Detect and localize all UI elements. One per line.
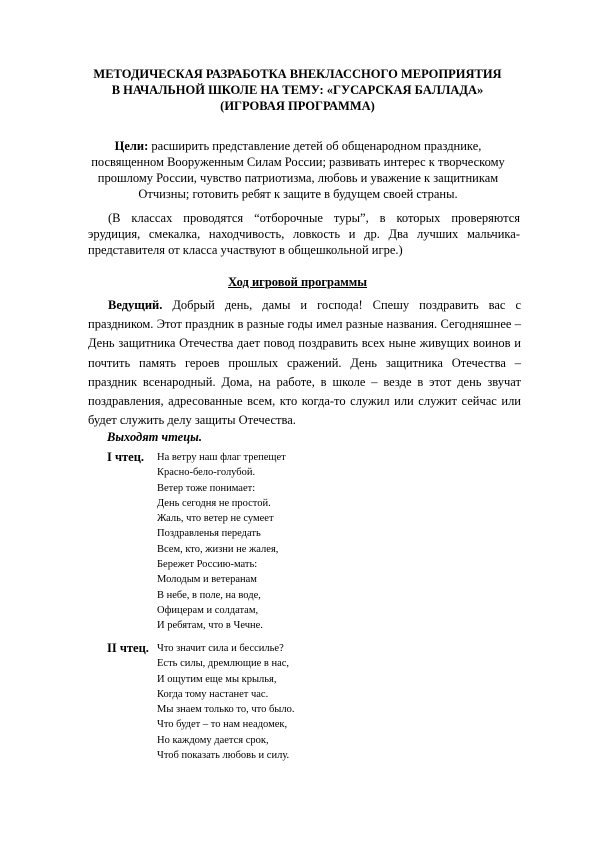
stage-direction: Выходят чтецы. bbox=[107, 430, 202, 444]
poem-line: Что будет – то нам неадомек, bbox=[157, 719, 288, 731]
poem-line: Когда тому настанет час. bbox=[157, 688, 269, 700]
selection-note: (В классах проводятся “отборочные туры”, в которых проверяются эрудиция, смекалка, находчивость, ловкость и др. Два лучших мальчика-представителя от класса участвуют в общешкольной игре.) bbox=[88, 211, 520, 257]
title-line: МЕТОДИЧЕСКАЯ РАЗРАБОТКА ВНЕКЛАССНОГО МЕРОПРИЯТИЯ bbox=[93, 67, 502, 81]
reader-2-poem bbox=[157, 641, 294, 763]
document-title bbox=[70, 66, 525, 114]
poem-line: Молодым и ветеранам bbox=[157, 574, 257, 586]
aims-label: Цели: bbox=[114, 139, 149, 153]
poem-line: Поздравленья передать bbox=[157, 528, 261, 540]
poem-line: Что значит сила и бессилье? bbox=[157, 643, 284, 654]
aims-paragraph bbox=[82, 138, 514, 202]
poem-line: Офицерам и солдатам, bbox=[157, 604, 259, 616]
host-speech bbox=[88, 296, 521, 430]
poem-line: Жаль, что ветер не сумеет bbox=[157, 513, 274, 525]
host-label: Ведущий. bbox=[108, 298, 163, 312]
poem-line: В небе, в поле, на воде, bbox=[157, 589, 261, 601]
poem-line: День сегодня не простой. bbox=[157, 497, 271, 509]
poem-line: Бережет Россию-мать: bbox=[157, 559, 258, 571]
host-text: Добрый день, дамы и господа! Спешу поздравить вас с праздником. Этот праздник в разные годы имел разные названия. Сегодняшнее – День защитника Отечества дает повод поздравить всех ныне живущих воинов и почтить память героев прошлых сражений. День защитника Отечества – праздник всенародный. Дома, на работе, в школе – везде в этот день звучат поздравления, адресованные всем, кто когда-то служил или служит сейчас или будет служить делу защиты Отечества. bbox=[88, 298, 521, 428]
poem-line: Красно-бело-голубой. bbox=[157, 467, 256, 479]
poem-line: Ветер тоже понимает: bbox=[157, 482, 256, 494]
program-heading-text: Ход игровой программы bbox=[227, 275, 368, 289]
reader-1-poem bbox=[157, 450, 286, 634]
reader-1-label: I чтец. bbox=[107, 450, 145, 464]
program-heading bbox=[0, 274, 595, 290]
poem-line: Но каждому дается срок, bbox=[157, 734, 269, 746]
title-line: В НАЧАЛЬНОЙ ШКОЛЕ НА ТЕМУ: «ГУСАРСКАЯ БАЛЛАДА» bbox=[111, 83, 484, 97]
aims-text: расширить представление детей об общенародном празднике, посвященном Вооруженным Силам России; развивать интерес к творческому прошлому России, чувство патриотизма, любовь и уважение к защитникам Отчизны; готовить ребят к защите в будущем своей страны. bbox=[91, 139, 505, 201]
poem-line: На ветру наш флаг трепещет bbox=[157, 452, 286, 463]
poem-line: И ощутим еще мы крылья, bbox=[157, 673, 277, 685]
poem-line: И ребятам, что в Чечне. bbox=[157, 620, 263, 632]
poem-line: Всем, кто, жизни не жалея, bbox=[157, 543, 279, 555]
reader-2-label: II чтец. bbox=[107, 641, 149, 655]
poem-line: Есть силы, дремлющие в нас, bbox=[157, 658, 290, 670]
title-line: (ИГРОВАЯ ПРОГРАММА) bbox=[220, 99, 375, 113]
poem-line: Мы знаем только то, что было. bbox=[157, 704, 295, 716]
poem-line: Чтоб показать любовь и силу. bbox=[157, 750, 290, 762]
